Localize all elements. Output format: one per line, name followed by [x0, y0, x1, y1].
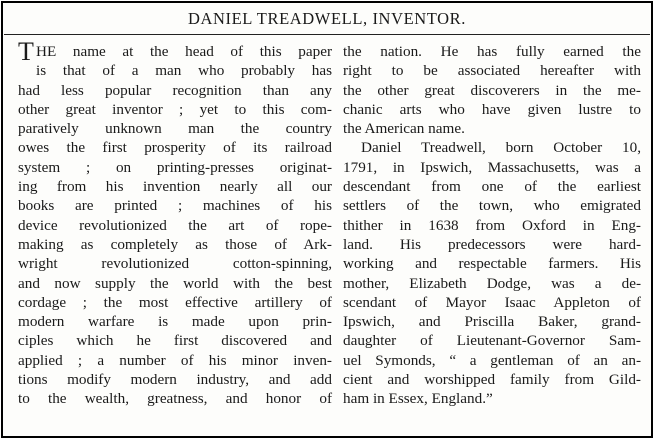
text-line: the American name.: [343, 120, 465, 138]
left-column: [18, 37, 332, 409]
text-line: to the wealth, greatness, and honor of: [18, 390, 332, 408]
text-line: settlers of the town, who emigrated: [343, 197, 641, 215]
text-line: cordage ; the most effective artillery of: [18, 293, 332, 311]
text-line: ham in Essex, England.”: [343, 390, 493, 408]
text-line: ciples which he first discovered and: [18, 332, 332, 350]
text-line: scendant of Mayor Isaac Appleton of: [343, 293, 641, 311]
text-line: device revolutionized the art of rope-: [18, 216, 332, 234]
text-line: the other great discoverers in the me-: [343, 81, 641, 99]
text-line: applied ; a number of his minor inven-: [18, 351, 332, 369]
text-line: right to be associated hereafter with: [343, 62, 641, 80]
text-line: Ipswich, and Priscilla Baker, grand-: [343, 313, 641, 331]
text-line: cient and worshipped family from Gild-: [343, 371, 641, 389]
text-line: making as completely as those of Ark-: [18, 235, 332, 253]
text-line: and now supply the world with the best: [18, 274, 332, 292]
right-column: [343, 42, 641, 409]
text-line: uel Symonds, “ a gentleman of an an-: [343, 351, 641, 369]
text-line: the nation. He has fully earned the: [343, 43, 641, 60]
text-line: wright revolutionized cotton-spinning,: [18, 255, 332, 273]
first-line: [18, 37, 332, 66]
text-line: descendant from one of the earliest: [343, 178, 641, 196]
text-line: thither in 1638 from Oxford in Eng-: [343, 216, 641, 234]
text-line: other great inventor ; yet to this com-: [18, 100, 332, 118]
text-line: system ; on printing-presses originat-: [18, 158, 332, 176]
title-rule: [4, 34, 650, 35]
text-line: 1791, in Ipswich, Massachusetts, was a: [343, 158, 641, 176]
text-line: books are printed ; machines of his: [18, 197, 332, 215]
text-line: land. His predecessors were hard-: [343, 235, 641, 253]
text-line: mother, Elizabeth Dodge, was a de-: [343, 274, 641, 292]
text-line: owes the first prosperity of its railroad: [18, 139, 332, 157]
text-line: paratively unknown man the country: [18, 120, 332, 138]
text-line: modern warfare is made upon prin-: [18, 313, 332, 331]
text-line: is that of a man who probably has: [36, 62, 332, 80]
text-line: tions modify modern industry, and add: [18, 371, 332, 389]
text-line: daughter of Lieutenant-Governor Sam-: [343, 332, 641, 350]
text-line: chanic arts who have given lustre to: [343, 100, 641, 118]
text-line: Daniel Treadwell, born October 10,: [361, 139, 641, 157]
page-frame: [1, 1, 653, 438]
first-line-text: HE name at the head of this paper: [36, 43, 332, 60]
text-line: had less popular recognition than any: [18, 81, 332, 99]
text-line: ing from his invention nearly all our: [18, 178, 332, 196]
drop-cap: T: [18, 37, 34, 66]
text-line: working and respectable farmers. His: [343, 255, 641, 273]
article-title: DANIEL TREADWELL, INVENTOR.: [187, 9, 467, 28]
